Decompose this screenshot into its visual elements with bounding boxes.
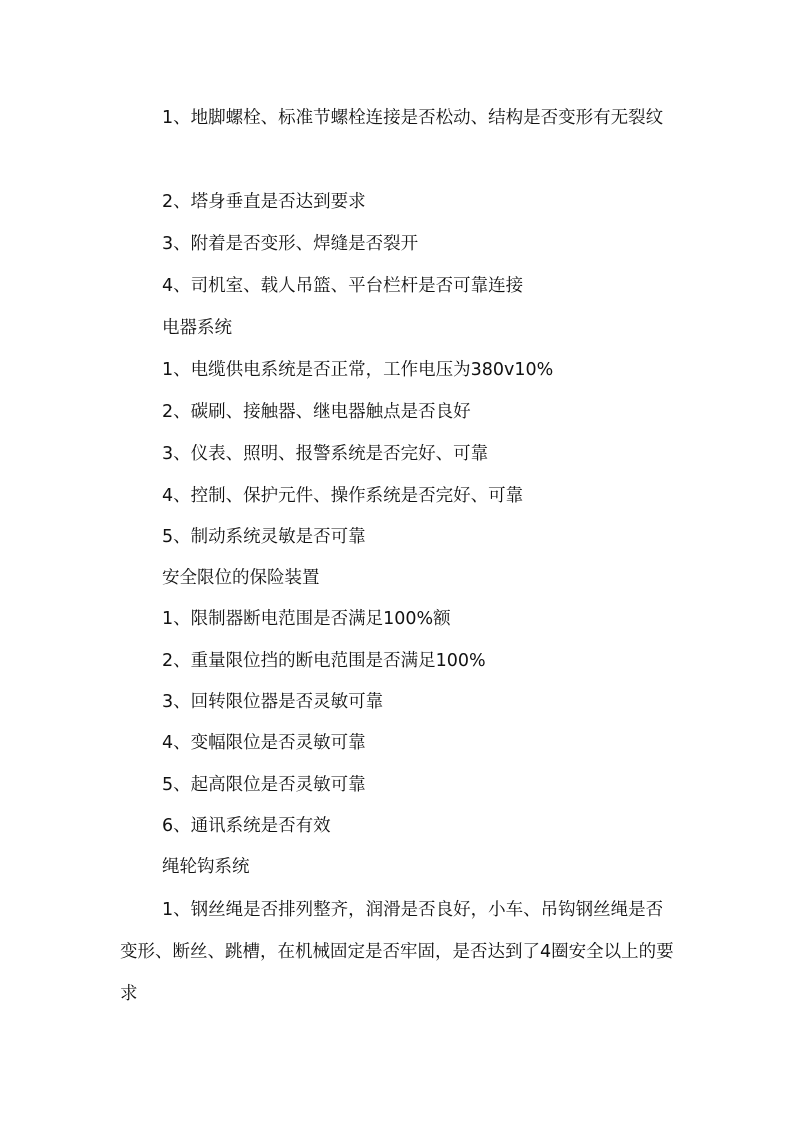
structure-item-2: 2、塔身垂直是否达到要求 [162, 192, 366, 212]
safety-heading: 安全限位的保险装置 [162, 568, 320, 588]
structure-item-1: 1、地脚螺栓、标准节螺栓连接是否松动、结构是否变形有无裂纹 [162, 108, 664, 128]
electrical-heading: 电器系统 [162, 318, 232, 338]
safety-item-6: 6、通讯系统是否有效 [162, 816, 331, 836]
electrical-item-2: 2、碳刷、接触器、继电器触点是否良好 [162, 402, 471, 422]
electrical-item-5: 5、制动系统灵敏是否可靠 [162, 527, 366, 547]
safety-item-3: 3、回转限位器是否灵敏可靠 [162, 692, 384, 712]
electrical-item-3: 3、仪表、照明、报警系统是否完好、可靠 [162, 444, 489, 464]
safety-item-4: 4、变幅限位是否灵敏可靠 [162, 733, 366, 753]
electrical-item-4: 4、控制、保护元件、操作系统是否完好、可靠 [162, 486, 524, 506]
safety-item-5: 5、起高限位是否灵敏可靠 [162, 775, 366, 795]
electrical-item-1: 1、电缆供电系统是否正常，工作电压为380v10% [162, 360, 554, 380]
rope-heading: 绳轮钩系统 [162, 857, 250, 877]
safety-item-1: 1、限制器断电范围是否满足100%额 [162, 609, 451, 629]
structure-item-3: 3、附着是否变形、焊缝是否裂开 [162, 234, 419, 254]
safety-item-2: 2、重量限位挡的断电范围是否满足100% [162, 651, 486, 671]
structure-item-4: 4、司机室、载人吊篮、平台栏杆是否可靠连接 [162, 276, 524, 296]
rope-item-1: 1、钢丝绳是否排列整齐，润滑是否良好，小车、吊钩钢丝绳是否变形、断丝、跳槽，在机械固定是否牢固，是否达到了4圈安全以上的要求 [120, 900, 674, 1004]
